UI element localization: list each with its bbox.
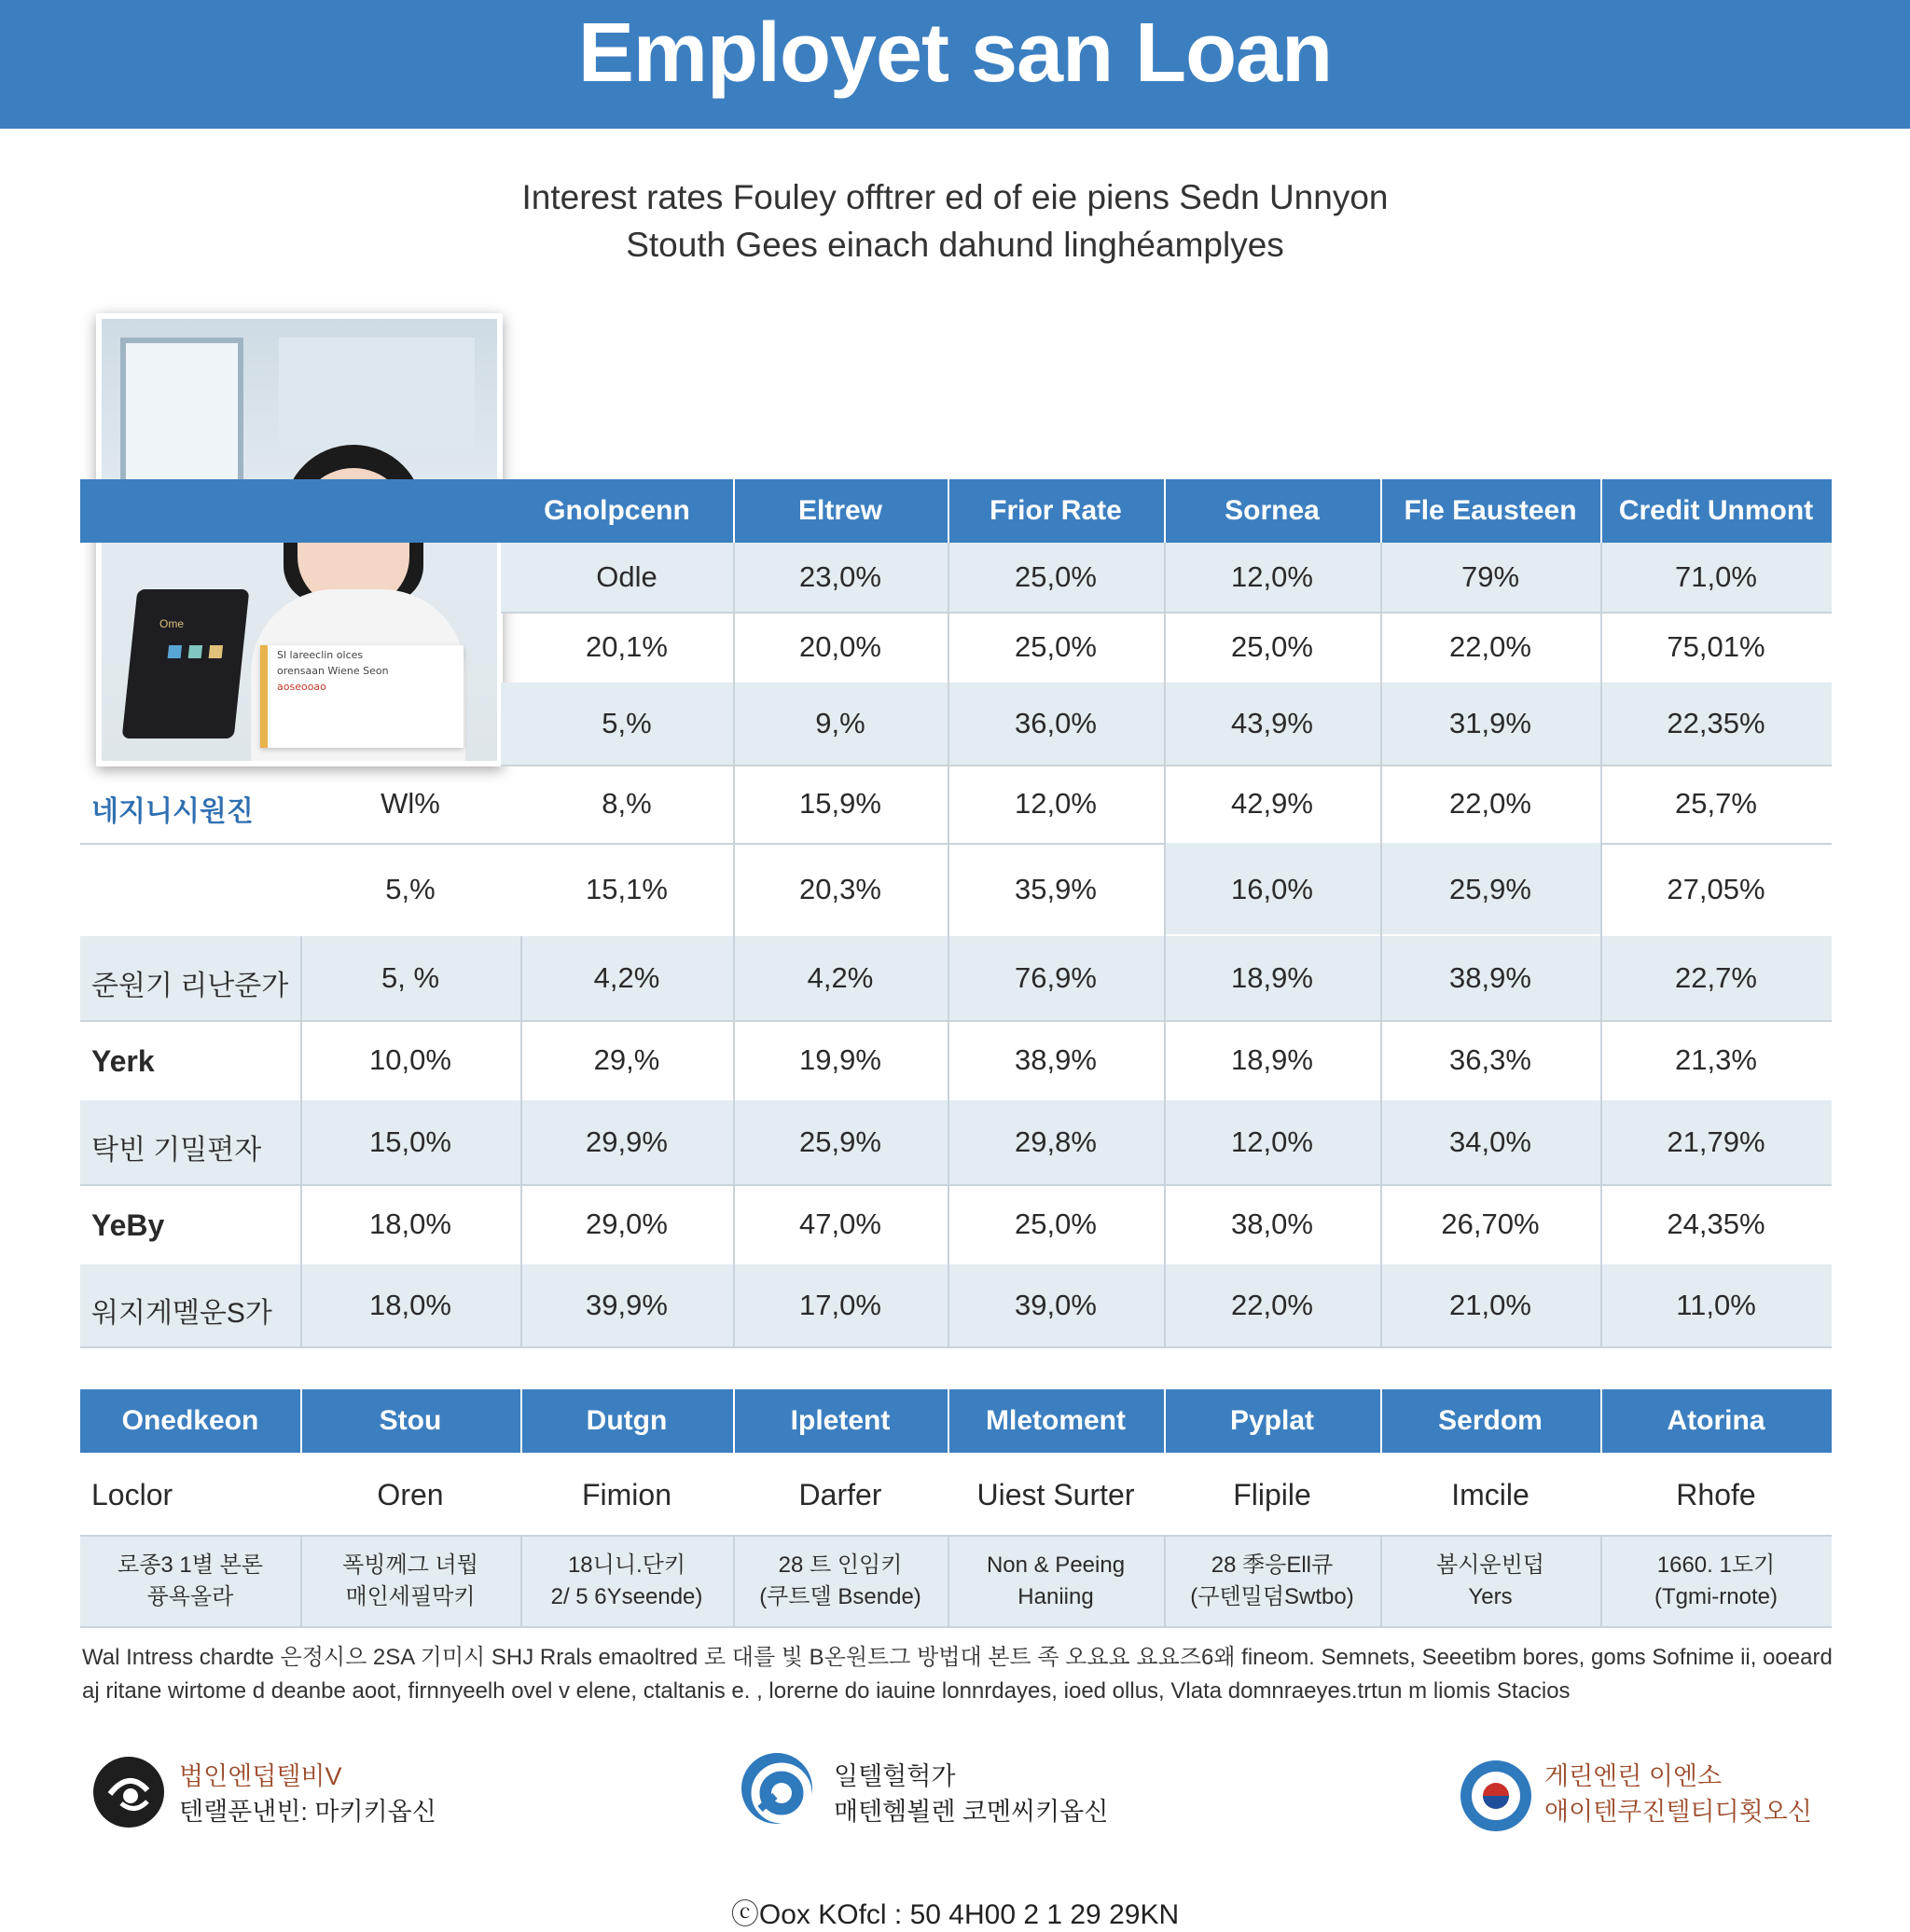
rates-cell: 8,%	[602, 787, 652, 820]
rates-cell: 15,0%	[369, 1125, 451, 1158]
rates-cell: 25,7%	[1675, 787, 1757, 820]
second-row-1-cell: Flipile	[1233, 1478, 1311, 1511]
rates-cell: 25,0%	[1231, 630, 1313, 663]
window-decoration	[120, 338, 243, 498]
second-row-2-cell: 봄시운빈덥	[1436, 1552, 1544, 1578]
footer-2-line-2: 매텐헴뵐렌 코멘씨키옵신	[834, 1798, 1109, 1826]
rates-cell: 38,9%	[1015, 1043, 1097, 1076]
rates-cell: 39,0%	[1015, 1289, 1097, 1321]
note-line-2: aj ritane wirtome d deanbe aoot, firnnyeelh ovel v elene, ctaltanis e. , lorerne do iauine lonnrdayes, ioed ollus, Vlata domnraeyes.trtun m liomis Stacios	[82, 1678, 1571, 1704]
title-banner	[0, 0, 1910, 129]
rates-cell: 22,0%	[1449, 787, 1531, 820]
second-row-2-cell: (Tgmi-rnote)	[1654, 1584, 1778, 1609]
footer-1-line-2: 텐랠푼낸빈: 마키키옵신	[179, 1798, 436, 1826]
shelf-decoration	[279, 338, 475, 449]
rates-cell: 4,2%	[593, 961, 660, 994]
rates-cell: 36,3%	[1449, 1043, 1531, 1076]
card-line-2: orensaan Wiene Seon	[277, 665, 389, 677]
rates-cell: 35,9%	[1015, 873, 1097, 905]
footer-2-line-1: 일텔헐헉가	[834, 1762, 956, 1790]
header-divider	[520, 1389, 522, 1453]
tablet-device	[122, 589, 250, 738]
second-row-2-cell: 28 트 인임키	[778, 1552, 903, 1578]
rates-header-6: Credit Unmont	[1618, 495, 1814, 526]
rates-header-1: Gnolpcenn	[544, 495, 690, 526]
second-row-2-cell: Haniing	[1017, 1584, 1094, 1609]
rates-cell: 39,9%	[586, 1289, 668, 1321]
header-divider	[948, 479, 949, 543]
subtitle-line-2: Stouth Gees einach dahund linghéamplyes	[626, 226, 1284, 264]
second-row-2-cell: (구텐밀덤Swtbo)	[1190, 1584, 1354, 1609]
rates-cell: 26,70%	[1441, 1208, 1540, 1240]
footer-3-line-1: 게린엔린 이엔소	[1544, 1762, 1723, 1790]
subtitle	[0, 173, 1910, 269]
bottom-copyright: ⓒOox KOfcl : 50 4H00 2 1 29 29KN	[730, 1899, 1180, 1930]
rates-cell: 20,1%	[586, 630, 668, 663]
header-divider	[1380, 479, 1382, 543]
fine-print-note	[82, 1641, 1835, 1708]
rates-cell: 16,0%	[1231, 873, 1313, 905]
rates-cell: 5, %	[381, 961, 440, 994]
rates-cell: 10,0%	[369, 1043, 451, 1076]
rates-cell: 21,79%	[1667, 1125, 1765, 1158]
rates-cell: Odle	[596, 560, 657, 593]
footer-3-line-2: 애이텐쿠진텔티디횟오신	[1544, 1798, 1812, 1826]
second-header-8: Atorina	[1667, 1405, 1765, 1436]
second-row-2-cell: Non & Peeing	[986, 1552, 1126, 1578]
second-row-2-cell: 1660. 1도기	[1656, 1552, 1776, 1578]
rates-cell: 4,2%	[807, 961, 874, 994]
rates-cell: 22,35%	[1667, 707, 1765, 739]
rates-cell: 25,0%	[1015, 560, 1097, 593]
second-row-2-cell: 18니니.단키	[567, 1552, 686, 1578]
rates-cell: 29,8%	[1015, 1125, 1097, 1158]
rates-cell: 18,9%	[1231, 1043, 1313, 1076]
header-divider	[1164, 479, 1166, 543]
rates-cell: 18,0%	[369, 1289, 451, 1321]
card-line-3: aoseooao	[277, 681, 326, 693]
rates-row-label: Yerk	[91, 1044, 155, 1078]
rates-cell: 9,%	[815, 707, 865, 739]
swirl-logo-icon	[93, 1757, 164, 1828]
rates-cell: 27,05%	[1667, 873, 1765, 905]
rates-cell: 24,35%	[1667, 1208, 1765, 1240]
rates-cell: 5,%	[602, 707, 652, 739]
rates-cell: 20,0%	[799, 630, 881, 663]
rates-cell: 18,0%	[369, 1208, 451, 1240]
rates-cell: 79%	[1460, 560, 1520, 593]
rates-cell: 47,0%	[799, 1208, 881, 1240]
rates-header-4: Sornea	[1225, 495, 1320, 526]
rates-cell: 17,0%	[799, 1289, 881, 1321]
second-row-2-cell: 폭빙께그 녀뭡	[342, 1552, 478, 1578]
page-title: Employet san Loan	[577, 7, 1333, 100]
rates-header-3: Frior Rate	[990, 495, 1122, 526]
rates-cell: 12,0%	[1231, 1125, 1313, 1158]
rates-cell: 23,0%	[799, 560, 881, 593]
second-header-6: Pyplat	[1229, 1405, 1315, 1436]
rates-cell: 31,9%	[1449, 707, 1531, 739]
rates-cell: 25,0%	[1015, 1208, 1097, 1240]
rates-cell: 12,0%	[1015, 787, 1097, 820]
rates-cell: 15,1%	[586, 873, 668, 905]
rates-cell: 15,9%	[799, 787, 881, 820]
note-line-1: Wal Intress chardte 은정시으 2SA 기미시 SHJ Rrals emaoltred 로 대를 빛 B온원트그 방법대 본트 족 오요요 요요즈6왜 fineom. Semnets, Seeetibm bores, goms Sofnime ii, ooeard	[82, 1645, 1833, 1670]
second-row-1-cell: Darfer	[798, 1478, 882, 1511]
rates-cell: 19,9%	[799, 1043, 881, 1076]
rates-cell: 18,9%	[1231, 961, 1313, 994]
rates-cell: 25,0%	[1015, 630, 1097, 663]
card-line-1: Sl lareeclin olces	[277, 649, 364, 661]
header-divider	[1600, 479, 1602, 543]
rates-cell: 21,0%	[1449, 1289, 1531, 1321]
second-row-2-cell: 퓽욕올라	[146, 1584, 234, 1609]
rates-cell: 38,9%	[1449, 961, 1531, 994]
rates-cell: Wl%	[381, 787, 440, 820]
rates-cell: 11,0%	[1676, 1289, 1756, 1321]
rates-cell: 25,9%	[799, 1125, 881, 1158]
second-row-1-cell: Rhofe	[1676, 1478, 1756, 1511]
rates-cell: 34,0%	[1449, 1125, 1531, 1158]
header-divider	[733, 1389, 735, 1453]
flag-logo-icon	[1460, 1760, 1531, 1831]
second-row-1-cell: Uiest Surter	[976, 1478, 1135, 1511]
rates-header-5: Fle Eausteen	[1404, 495, 1577, 526]
rates-cell: 76,9%	[1015, 961, 1097, 994]
header-divider	[733, 479, 735, 543]
rates-cell: 25,9%	[1449, 873, 1531, 905]
second-row-2-cell: 28 季응Ell큐	[1211, 1552, 1334, 1578]
second-header-5: Mletoment	[986, 1405, 1126, 1436]
second-row-2-cell: 로종3 1별 본론	[118, 1552, 263, 1578]
rates-row-label: 준원기 리난준가	[91, 971, 289, 1001]
rates-cell: 38,0%	[1231, 1208, 1313, 1240]
subtitle-line-1: Interest rates Fouley offtrer ed of eie piens Sedn Unnyon	[521, 178, 1389, 216]
document-card	[260, 645, 464, 748]
rates-cell: 29,9%	[586, 1125, 668, 1158]
rates-cell: 22,0%	[1449, 630, 1531, 663]
second-row-2-cell: Yers	[1468, 1584, 1513, 1609]
rates-header-2: Eltrew	[797, 495, 883, 526]
rates-cell: 12,0%	[1231, 560, 1313, 593]
rates-cell: 5,%	[385, 873, 436, 905]
rates-cell: 22,0%	[1231, 1289, 1313, 1321]
second-row-2-cell: 2/ 5 6Yseende)	[550, 1584, 703, 1609]
second-row-2-cell: 매인세필막키	[345, 1584, 476, 1609]
ring-logo-icon	[741, 1753, 812, 1824]
rates-cell: 75,01%	[1667, 630, 1765, 663]
header-divider	[1164, 1389, 1166, 1453]
rates-cell: 71,0%	[1675, 560, 1757, 593]
header-divider	[948, 1389, 949, 1453]
rates-row-label: 네지니시원진	[91, 796, 254, 827]
device-label: Ome	[159, 617, 185, 630]
second-row-1-cell: Loclor	[91, 1478, 173, 1511]
second-header-4: Ipletent	[790, 1405, 891, 1436]
rates-cell: 36,0%	[1015, 707, 1097, 739]
second-header-2: Stou	[379, 1405, 442, 1436]
second-row-2-cell: (쿠트델 Bsende)	[759, 1584, 921, 1609]
second-row-1-cell: Fimion	[581, 1478, 671, 1511]
rates-row-label: 워지게멜운S가	[91, 1298, 272, 1329]
rates-cell: 29,0%	[586, 1208, 668, 1240]
rates-cell: 21,3%	[1675, 1043, 1757, 1076]
rates-cell: 22,7%	[1675, 961, 1757, 994]
rates-cell: 29,%	[593, 1043, 660, 1076]
header-divider	[1600, 1389, 1602, 1453]
rates-row-label: YeBy	[91, 1208, 165, 1242]
rates-cell: 20,3%	[799, 873, 881, 905]
second-header-1: Onedkeon	[121, 1405, 259, 1436]
footer-1-line-1: 법인엔덥텔비V	[179, 1762, 342, 1790]
second-row-1-cell: Oren	[377, 1478, 444, 1511]
header-divider	[300, 1389, 302, 1453]
rates-cell: 43,9%	[1231, 707, 1313, 739]
rates-row-label: 탁빈 기밀편자	[91, 1135, 262, 1166]
second-row-1-cell: Imcile	[1451, 1478, 1529, 1511]
header-divider	[1380, 1389, 1382, 1453]
second-header-7: Serdom	[1438, 1405, 1543, 1436]
second-header-3: Dutgn	[586, 1405, 668, 1436]
rates-cell: 42,9%	[1231, 787, 1313, 820]
